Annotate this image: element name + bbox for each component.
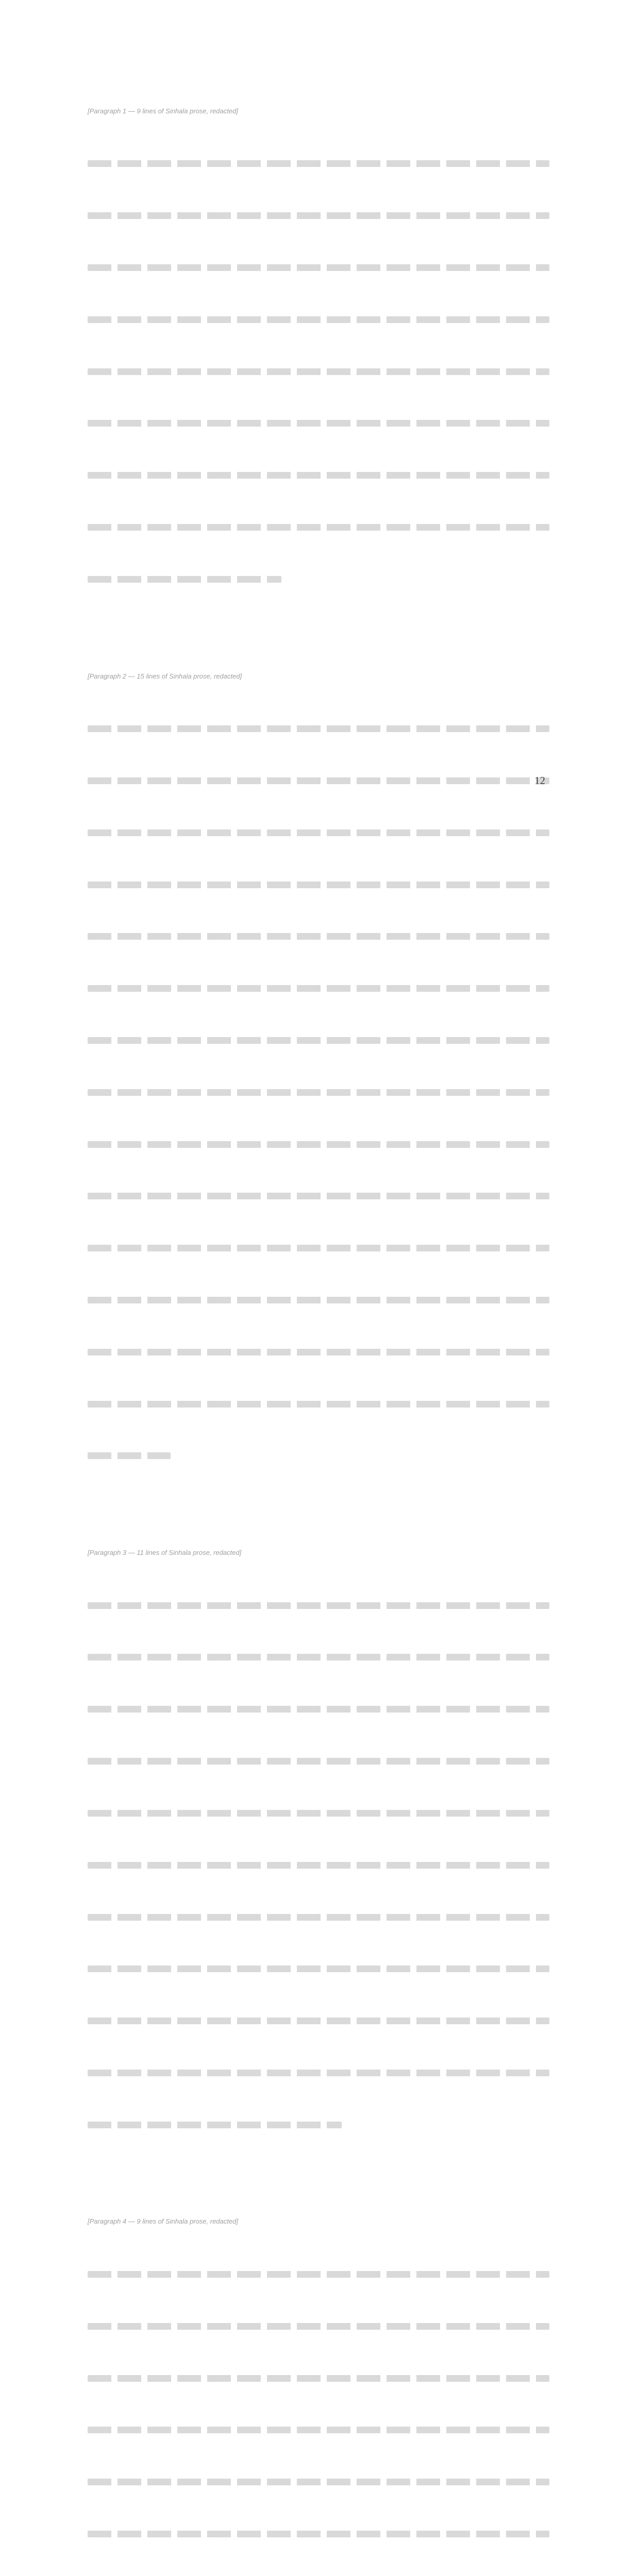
redacted-text-line (88, 1245, 549, 1251)
redacted-text-line (88, 1349, 549, 1355)
redacted-text-line (88, 2122, 342, 2128)
redacted-text-line (88, 160, 549, 167)
redacted-text-line (88, 1141, 549, 1148)
paragraph-block (88, 72, 549, 622)
redacted-text-line (88, 472, 549, 479)
redacted-text-line (88, 829, 549, 836)
redaction-note: [Paragraph 2 — 15 lines of Sinhala prose, redacted] (88, 672, 242, 680)
redacted-text-line (88, 524, 549, 531)
redacted-text-line (88, 2323, 549, 2330)
redacted-text-line (88, 1706, 549, 1713)
redacted-text-line (88, 2375, 549, 2382)
redacted-text-line (88, 777, 549, 784)
paragraph-block (88, 637, 549, 1499)
redacted-text-line (88, 2427, 549, 2433)
redaction-note: [Paragraph 3 — 11 lines of Sinhala prose, redacted] (88, 1549, 242, 1557)
page-body (88, 72, 549, 2576)
redacted-text-line (88, 882, 549, 888)
redacted-text-line (88, 420, 549, 427)
redaction-note: [Paragraph 4 — 9 lines of Sinhala prose, redacted] (88, 2217, 238, 2226)
redacted-text-line (88, 1452, 171, 1459)
redacted-text-line (88, 2531, 549, 2537)
redacted-text-line (88, 576, 281, 583)
redacted-text-line (88, 1193, 549, 1199)
redacted-text-line (88, 1810, 549, 1817)
redacted-text-line (88, 2018, 549, 2024)
redacted-text-line (88, 1758, 549, 1765)
redacted-text-line (88, 2271, 549, 2278)
redacted-text-line (88, 1602, 549, 1609)
redacted-text-line (88, 212, 549, 219)
paragraph-block (88, 2183, 549, 2576)
redaction-note: [Paragraph 1 — 9 lines of Sinhala prose, redacted] (88, 107, 238, 115)
redacted-text-line (88, 933, 549, 940)
redacted-text-line (88, 1037, 549, 1044)
redacted-text-line (88, 1862, 549, 1869)
redacted-text-line (88, 985, 549, 992)
redacted-text-line (88, 1654, 549, 1660)
redacted-text-line (88, 2479, 549, 2485)
redacted-text-line (88, 1401, 549, 1408)
redacted-text-line (88, 2070, 549, 2076)
redacted-text-line (88, 725, 549, 732)
redacted-text-line (88, 1089, 549, 1096)
redacted-text-line (88, 1965, 549, 1972)
redacted-text-line (88, 368, 549, 375)
page-number: 12 (534, 774, 545, 787)
redacted-text-line (88, 264, 549, 271)
redacted-text-line (88, 1297, 549, 1303)
redacted-text-line (88, 1914, 549, 1921)
paragraph-block (88, 1514, 549, 2167)
redacted-text-line (88, 316, 549, 323)
